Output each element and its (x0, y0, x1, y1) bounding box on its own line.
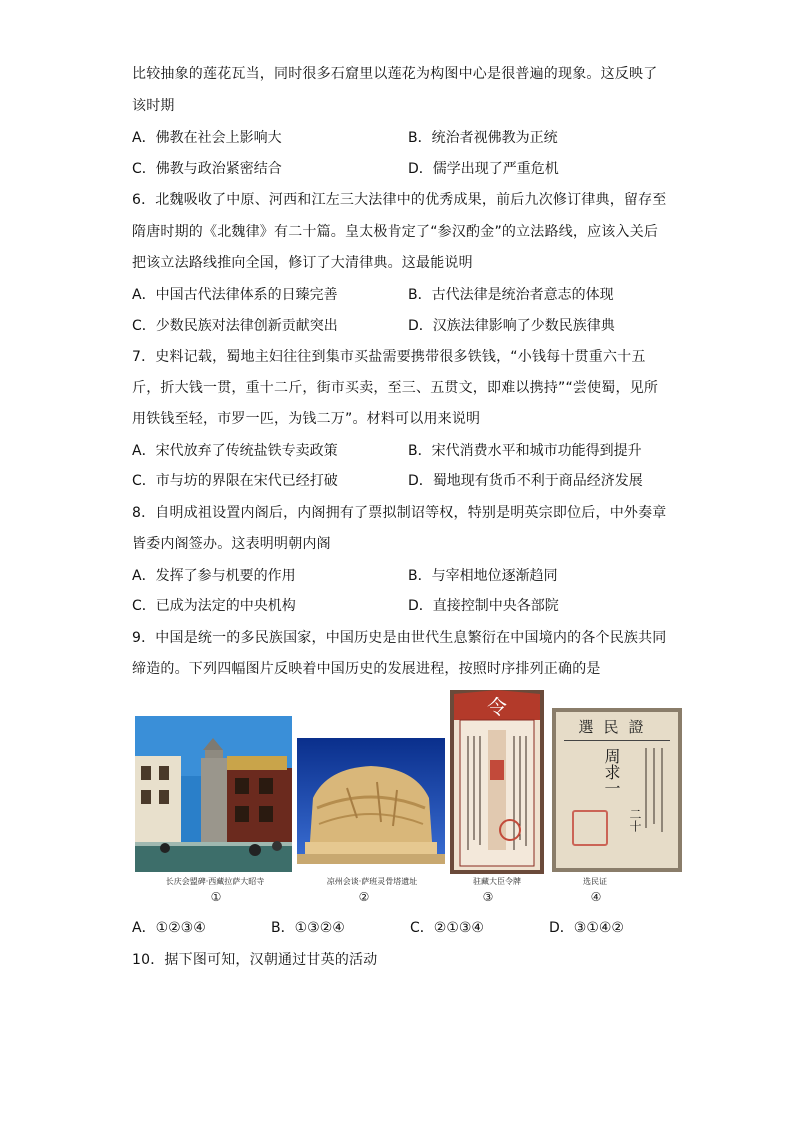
q8-stem-line-1: 8．自明成祖设置内阁后，内阁拥有了票拟制诏等权，特别是明英宗即位后，中外奏章 (132, 505, 667, 521)
stupa-photo (297, 738, 445, 864)
picture-stupa-ruins (297, 738, 445, 864)
voter-card-columns (640, 748, 670, 838)
stele-photo (135, 716, 292, 872)
q9-option-a[interactable]: A．①②③④ (132, 920, 206, 936)
picture-3-caption: 驻藏大臣令牌 (473, 877, 521, 886)
q5-option-d[interactable]: D．儒学出现了严重危机 (408, 161, 559, 177)
picture-2-caption: 凉州会谈·萨班灵骨塔遗址 (326, 877, 418, 886)
q8-option-c[interactable]: C．已成为法定的中央机构 (132, 598, 296, 614)
q5-option-b[interactable]: B．统治者视佛教为正统 (408, 130, 558, 146)
voter-card-seal (572, 810, 608, 846)
voter-card-rule (564, 740, 670, 741)
q8-option-b[interactable]: B．与宰相地位逐渐趋同 (408, 568, 558, 584)
picture-1-number: ① (210, 890, 222, 904)
picture-2-number: ② (358, 890, 370, 904)
q6-stem-line-1: 6．北魏吸收了中原、河西和江左三大法律中的优秀成果，前后九次修订律典，留存至 (132, 192, 667, 208)
q7-stem-line-3: 用铁钱至轻，市罗一匹，为钱二万”。材料可以用来说明 (132, 411, 481, 427)
picture-amban-token (450, 690, 544, 874)
q7-option-a[interactable]: A．宋代放弃了传统盐铁专卖政策 (132, 443, 338, 459)
picture-stele-jokhang (135, 716, 292, 872)
q6-stem-line-3: 把该立法路线推向全国，修订了大清律典。这最能说明 (132, 255, 473, 271)
voter-card-side-text: 二十 (628, 808, 642, 832)
q10-stem-line-1: 10．据下图可知，汉朝通过甘英的活动 (132, 952, 378, 968)
q9-option-d[interactable]: D．③①④② (549, 920, 624, 936)
q8-option-d[interactable]: D．直接控制中央各部院 (408, 598, 559, 614)
q6-option-c[interactable]: C．少数民族对法律创新贡献突出 (132, 318, 338, 334)
q7-option-c[interactable]: C．市与坊的界限在宋代已经打破 (132, 473, 338, 489)
picture-voter-card (552, 708, 682, 872)
q7-stem-line-1: 7．史料记载，蜀地主妇往往到集市买盐需要携带很多铁钱，“小钱每十贯重六十五 (132, 349, 646, 365)
voter-card-name: 周求一 (602, 748, 621, 796)
q8-option-a[interactable]: A．发挥了参与机要的作用 (132, 568, 296, 584)
q7-option-d[interactable]: D．蜀地现有货币不利于商品经济发展 (408, 473, 643, 489)
voter-card-title: 選民證 (578, 718, 654, 736)
q5-option-c[interactable]: C．佛教与政治紧密结合 (132, 161, 282, 177)
q9-option-b[interactable]: B．①③②④ (271, 920, 345, 936)
picture-3-number: ③ (482, 890, 494, 904)
q7-stem-line-2: 斤，折大钱一贯，重十二斤，街市买卖，至三、五贯文，即难以携持”“尝使蜀，见所 (132, 380, 659, 396)
q6-stem-line-2: 隋唐时期的《北魏律》有二十篇。皇太极肯定了“参汉酌金”的立法路线，应该入关后 (132, 224, 659, 240)
q9-stem-line-2: 缔造的。下列四幅图片反映着中国历史的发展进程，按照时序排列正确的是 (132, 661, 601, 677)
q9-option-c[interactable]: C．②①③④ (410, 920, 484, 936)
q5-stem-line-1: 比较抽象的莲花瓦当，同时很多石窟里以莲花为构图中心是很普遍的现象。这反映了 (132, 66, 658, 82)
q6-option-b[interactable]: B．古代法律是统治者意志的体现 (408, 287, 614, 303)
q9-stem-line-1: 9．中国是统一的多民族国家，中国历史是由世代生息繁衍在中国境内的各个民族共同 (132, 630, 667, 646)
q7-option-b[interactable]: B．宋代消费水平和城市功能得到提升 (408, 443, 642, 459)
q6-option-a[interactable]: A．中国古代法律体系的日臻完善 (132, 287, 338, 303)
picture-4-number: ④ (590, 890, 602, 904)
q5-option-a[interactable]: A．佛教在社会上影响大 (132, 130, 282, 146)
picture-1-caption: 长庆会盟碑·西藏拉萨大昭寺 (165, 877, 265, 886)
q8-stem-line-2: 皆委内阁签办。这表明明朝内阁 (132, 536, 331, 552)
token-seal-character: 令 (487, 695, 507, 719)
picture-4-caption: 选民证 (583, 877, 607, 886)
q6-option-d[interactable]: D．汉族法律影响了少数民族律典 (408, 318, 615, 334)
q5-stem-line-2: 该时期 (132, 98, 175, 114)
